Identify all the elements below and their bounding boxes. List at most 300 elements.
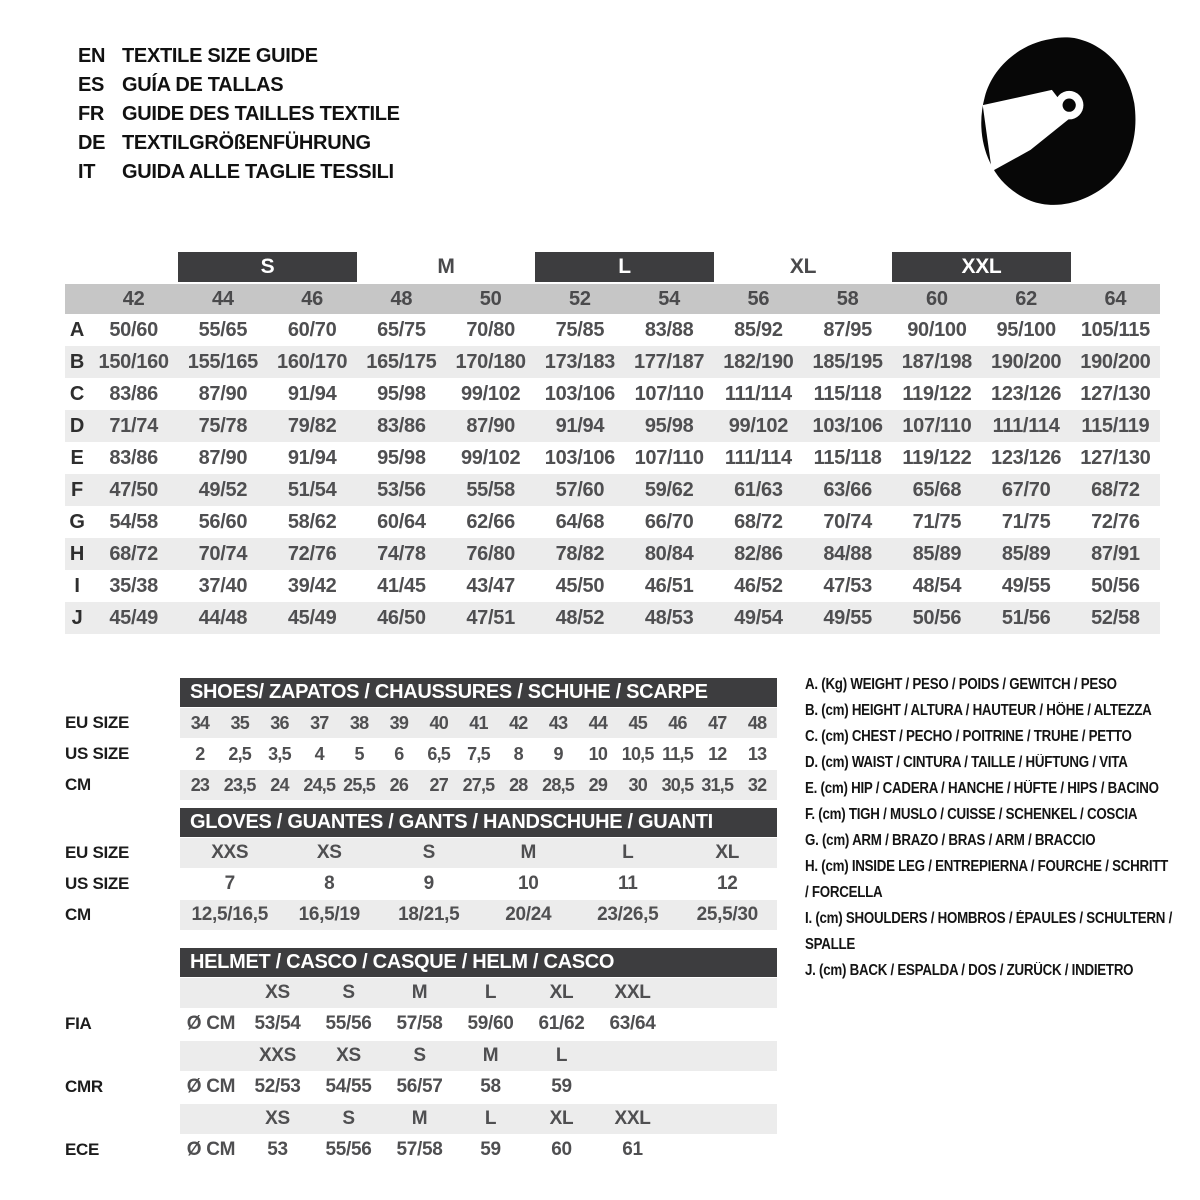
helmet-size-cell: XL <box>549 1108 574 1129</box>
shoe-size-cell: 9 <box>553 743 563 764</box>
glove-size-cell: 12,5/16,5 <box>191 904 269 925</box>
table-row <box>65 506 1160 538</box>
helmet-size-cell: L <box>484 982 497 1003</box>
language-row <box>78 42 400 71</box>
size-cell: 115/118 <box>813 446 882 469</box>
size-cell: 103/106 <box>812 414 883 437</box>
row-letter: I <box>74 574 80 597</box>
size-cell: 56/60 <box>198 510 248 533</box>
size-cell: 150/160 <box>98 350 169 373</box>
shoe-size-cell: 23,5 <box>223 774 256 795</box>
shoe-size-cell: 37 <box>310 712 329 733</box>
legend-entry: A. (Kg) WEIGHT / PESO / POIDS / GEWITCH / PESO <box>805 676 1117 693</box>
glove-size-cell: L <box>622 842 634 863</box>
size-cell: 63/66 <box>823 478 872 501</box>
size-cell: 115/118 <box>813 382 882 405</box>
size-cell: 47/51 <box>466 606 515 629</box>
helmet-section-header: HELMET / CASCO / CASQUE / HELM / CASCO <box>180 948 777 977</box>
size-cell: 87/91 <box>1091 542 1140 565</box>
size-cell: 48/54 <box>912 574 962 597</box>
shoe-size-cell: 44 <box>588 712 608 733</box>
unit-spacer <box>180 1041 242 1071</box>
gloves-cm-values <box>180 900 777 930</box>
size-cell: 95/98 <box>377 446 426 469</box>
language-code: ES <box>78 74 105 96</box>
size-cell: 50/56 <box>1091 574 1140 597</box>
size-cell: 50/60 <box>109 318 158 341</box>
shoe-size-cell: 6,5 <box>427 743 450 764</box>
helmet-value-cell: 52/53 <box>254 1076 301 1097</box>
size-cell: 51/56 <box>1001 606 1051 629</box>
helmet-value-cell: 55/56 <box>325 1013 372 1034</box>
table-row <box>65 474 1160 506</box>
helmet-values-row <box>65 1009 777 1039</box>
size-cell: 50/56 <box>912 606 962 629</box>
size-cell: 71/75 <box>1001 510 1051 533</box>
helmet-value-cell: 61 <box>622 1139 643 1160</box>
size-cell: 67/70 <box>1001 478 1051 501</box>
empty-label <box>65 1041 180 1071</box>
size-number: 62 <box>1015 287 1037 310</box>
legend-entry: I. (cm) SHOULDERS / HOMBROS / ÉPAULES / SCHULTERN / SPALLE <box>805 910 1173 953</box>
gloves-section <box>65 808 777 930</box>
size-cell: 66/70 <box>644 510 694 533</box>
helmet-size-cell: XS <box>336 1045 361 1066</box>
size-band-xl: XL <box>789 255 817 278</box>
shoes-cm-row <box>65 770 777 800</box>
size-cell: 173/183 <box>544 350 615 373</box>
language-title: GUIDA ALLE TAGLIE TESSILI <box>122 161 394 183</box>
size-cell: 83/86 <box>109 382 158 405</box>
shoes-eu-values <box>180 708 777 738</box>
shoe-size-cell: 36 <box>270 712 289 733</box>
size-cell: 85/92 <box>734 318 783 341</box>
helmet-size-cell: XS <box>265 982 290 1003</box>
diameter-unit: Ø CM <box>186 1139 236 1160</box>
language-code: DE <box>78 132 106 154</box>
helmet-size-cell: S <box>342 982 355 1003</box>
helmet-size-labels <box>180 1104 777 1134</box>
size-band-s: S <box>178 252 357 282</box>
helmet-value-cell: 63/64 <box>609 1013 656 1034</box>
shoe-size-cell: 45 <box>628 712 647 733</box>
shoe-size-cell: 25,5 <box>343 774 375 795</box>
helmet-value-cell: 53/54 <box>254 1013 301 1034</box>
size-cell: 46/50 <box>377 606 426 629</box>
measurement-legend <box>805 672 1177 984</box>
legend-entry: E. (cm) HIP / CADERA / HANCHE / HÜFTE / HIPS / BACINO <box>805 780 1159 797</box>
row-label-eu-size: EU SIZE <box>65 713 130 732</box>
language-row <box>78 129 400 158</box>
size-cell: 87/90 <box>198 446 248 469</box>
legend-entry: D. (cm) WAIST / CINTURA / TAILLE / HÜFTUNG / VITA <box>805 754 1128 771</box>
gloves-eu-values <box>180 838 777 868</box>
unit-spacer <box>180 1104 242 1134</box>
size-cell: 59/62 <box>644 478 694 501</box>
helmet-values <box>180 1072 777 1102</box>
helmet-size-labels <box>180 978 777 1008</box>
size-number: 46 <box>301 287 323 310</box>
glove-size-cell: 25,5/30 <box>696 904 758 925</box>
size-cell: 111/114 <box>724 446 792 469</box>
size-cell: 68/72 <box>109 542 158 565</box>
diameter-unit: Ø CM <box>186 1013 236 1034</box>
row-letter: E <box>70 446 84 469</box>
size-cell: 72/76 <box>1091 510 1140 533</box>
shoe-size-cell: 29 <box>588 774 608 795</box>
helmet-size-cell: S <box>413 1045 426 1066</box>
size-cell: 95/98 <box>644 414 694 437</box>
helmet-value-cell: 61/62 <box>538 1013 585 1034</box>
table-row <box>65 378 1160 410</box>
size-cell: 83/88 <box>644 318 694 341</box>
size-cell: 58/62 <box>287 510 337 533</box>
helmet-size-cell: XXS <box>258 1045 297 1066</box>
size-cell: 119/122 <box>902 446 972 469</box>
glove-size-cell: 12 <box>716 873 738 894</box>
size-cell: 70/80 <box>466 318 515 341</box>
measurement-rows <box>65 314 1160 634</box>
gloves-eu-row <box>65 838 777 868</box>
table-row <box>65 410 1160 442</box>
shoe-size-cell: 39 <box>389 712 409 733</box>
size-cell: 75/85 <box>555 318 605 341</box>
unit-spacer <box>180 978 242 1008</box>
size-number: 58 <box>836 287 859 310</box>
helmet-size-cell: XXL <box>614 982 651 1003</box>
helmet-sizes-row <box>65 978 777 1008</box>
shoe-size-cell: 28,5 <box>542 774 574 795</box>
size-band-l: L <box>535 252 714 282</box>
language-title: TEXTILE SIZE GUIDE <box>122 45 318 67</box>
shoe-size-cell: 23 <box>190 774 210 795</box>
standard-name: ECE <box>65 1140 100 1159</box>
size-cell: 64/68 <box>555 510 605 533</box>
size-cell: 41/45 <box>377 574 426 597</box>
size-cell: 37/40 <box>198 574 248 597</box>
glove-size-cell: XL <box>715 842 740 863</box>
helmet-standard-group <box>65 978 777 1039</box>
row-letter: C <box>69 382 85 405</box>
size-cell: 80/84 <box>644 542 694 565</box>
size-cell: 47/50 <box>109 478 158 501</box>
size-cell: 119/122 <box>902 382 972 405</box>
size-cell: 190/200 <box>1080 350 1151 373</box>
helmet-standard-group <box>65 1041 777 1102</box>
size-cell: 55/65 <box>198 318 248 341</box>
size-cell: 99/102 <box>460 382 521 405</box>
shoes-section <box>65 678 777 800</box>
shoe-size-cell: 35 <box>230 712 249 733</box>
size-cell: 60/64 <box>377 510 426 533</box>
gloves-us-values <box>180 869 777 899</box>
glove-size-cell: M <box>520 842 537 863</box>
size-cell: 72/76 <box>287 542 337 565</box>
size-cell: 70/74 <box>198 542 248 565</box>
size-cell: 107/110 <box>634 446 704 469</box>
table-row <box>65 442 1160 474</box>
language-title: TEXTILGRÖßENFÜHRUNG <box>122 132 371 154</box>
shoe-size-cell: 41 <box>469 712 488 733</box>
shoe-size-cell: 30,5 <box>661 774 694 795</box>
size-cell: 111/114 <box>992 414 1060 437</box>
header-spacer <box>65 284 89 314</box>
size-cell: 57/60 <box>555 478 605 501</box>
language-list <box>78 42 400 187</box>
helmet-values <box>180 1009 777 1039</box>
glove-size-cell: XXS <box>211 842 249 863</box>
helmet-value-cell: 57/58 <box>396 1013 443 1034</box>
size-cell: 87/90 <box>198 382 248 405</box>
size-cell: 71/74 <box>109 414 158 437</box>
helmet-value-cell: 59 <box>551 1076 572 1097</box>
size-cell: 190/200 <box>991 350 1062 373</box>
size-number: 56 <box>747 287 770 310</box>
size-cell: 45/50 <box>555 574 605 597</box>
size-cell: 95/98 <box>377 382 426 405</box>
size-cell: 49/55 <box>823 606 872 629</box>
empty-label <box>65 1104 180 1134</box>
empty-label <box>65 978 180 1008</box>
language-code: FR <box>78 103 105 125</box>
helmet-value-cell: 54/55 <box>325 1076 372 1097</box>
row-letter: F <box>71 478 83 501</box>
helmet-size-cell: XS <box>265 1108 290 1129</box>
glove-size-cell: 11 <box>618 873 638 894</box>
legend-entry: J. (cm) BACK / ESPALDA / DOS / ZURÜCK / INDIETRO <box>805 962 1134 979</box>
size-cell: 68/72 <box>1091 478 1140 501</box>
helmet-values-row <box>65 1072 777 1102</box>
size-number: 52 <box>569 287 591 310</box>
shoe-size-cell: 13 <box>747 743 767 764</box>
helmet-size-cell: L <box>484 1108 497 1129</box>
glove-size-cell: 7 <box>224 873 235 894</box>
row-letter: J <box>71 606 83 629</box>
helmet-size-cell: XL <box>549 982 574 1003</box>
size-cell: 99/102 <box>728 414 789 437</box>
size-cell: 79/82 <box>287 414 337 437</box>
helmet-size-cell: M <box>411 982 428 1003</box>
size-number: 44 <box>212 287 234 310</box>
size-cell: 46/51 <box>644 574 694 597</box>
shoe-size-cell: 43 <box>548 712 568 733</box>
size-cell: 35/38 <box>109 574 158 597</box>
size-cell: 91/94 <box>287 382 337 405</box>
helmet-value-cell: 53 <box>267 1139 288 1160</box>
glove-size-cell: 20/24 <box>505 904 552 925</box>
size-cell: 123/126 <box>991 446 1062 469</box>
size-cell: 115/119 <box>1081 414 1150 437</box>
language-row <box>78 100 400 129</box>
shoe-size-cell: 6 <box>394 743 404 764</box>
size-cell: 155/165 <box>187 350 258 373</box>
helmet-values-row <box>65 1135 777 1165</box>
size-cell: 170/180 <box>455 350 526 373</box>
size-cell: 82/86 <box>734 542 783 565</box>
helmet-value-cell: 59 <box>480 1139 501 1160</box>
helmet-value-cell: 55/56 <box>325 1139 372 1160</box>
size-cell: 68/72 <box>734 510 783 533</box>
size-cell: 49/55 <box>1001 574 1051 597</box>
size-cell: 65/68 <box>912 478 962 501</box>
helmet-section <box>65 948 777 1167</box>
glove-size-cell: 9 <box>423 873 434 894</box>
size-cell: 85/89 <box>912 542 962 565</box>
shoe-size-cell: 11,5 <box>662 743 693 764</box>
shoe-size-cell: 40 <box>429 712 448 733</box>
size-cell: 74/78 <box>377 542 426 565</box>
size-cell: 185/195 <box>812 350 883 373</box>
language-row <box>78 158 400 187</box>
helmet-size-cell: M <box>482 1045 499 1066</box>
size-cell: 76/80 <box>466 542 515 565</box>
size-cell: 103/106 <box>544 446 615 469</box>
helmet-value-cell: 60 <box>551 1139 572 1160</box>
row-letter: D <box>69 414 85 437</box>
language-title: GUIDE DES TAILLES TEXTILE <box>122 103 400 125</box>
helmet-value-cell <box>597 1072 668 1102</box>
shoes-eu-row <box>65 708 777 738</box>
size-cell: 87/90 <box>466 414 515 437</box>
glove-size-cell: 23/26,5 <box>597 904 659 925</box>
standard-name: CMR <box>65 1077 103 1096</box>
gloves-cm-row <box>65 900 777 930</box>
helmet-sizes-row <box>65 1041 777 1071</box>
shoes-us-values <box>180 739 777 769</box>
shoes-us-row <box>65 739 777 769</box>
helmet-size-labels <box>180 1041 777 1071</box>
size-number: 50 <box>479 287 502 310</box>
size-band-m: M <box>437 255 455 278</box>
glove-size-cell: 18/21,5 <box>398 904 460 925</box>
size-cell: 105/115 <box>1080 318 1150 341</box>
shoe-size-cell: 34 <box>190 712 210 733</box>
size-cell: 99/102 <box>460 446 521 469</box>
size-cell: 177/187 <box>634 350 705 373</box>
shoe-size-cell: 30 <box>628 774 647 795</box>
size-number: 54 <box>658 287 680 310</box>
shoe-size-cell: 24 <box>270 774 289 795</box>
size-cell: 91/94 <box>555 414 605 437</box>
shoe-size-cell: 46 <box>668 712 687 733</box>
size-cell: 85/89 <box>1001 542 1051 565</box>
legend-entry: H. (cm) INSIDE LEG / ENTREPIERNA / FOURCHE / SCHRITT / FORCELLA <box>805 858 1169 901</box>
size-cell: 165/175 <box>366 350 437 373</box>
size-cell: 52/58 <box>1091 606 1140 629</box>
size-cell: 49/54 <box>734 606 783 629</box>
size-cell: 111/114 <box>724 382 792 405</box>
row-letter: H <box>69 542 85 565</box>
size-cell: 182/190 <box>723 350 794 373</box>
size-cell: 107/110 <box>634 382 704 405</box>
helmet-standards <box>65 978 777 1165</box>
size-number: 64 <box>1104 287 1127 310</box>
helmet-sizes-row <box>65 1104 777 1134</box>
size-cell: 70/74 <box>823 510 872 533</box>
standard-name: FIA <box>65 1014 92 1033</box>
shoe-size-cell: 5 <box>354 743 364 764</box>
helmet-size-cell: L <box>555 1045 568 1066</box>
textile-size-table <box>65 252 1160 634</box>
size-cell: 54/58 <box>109 510 158 533</box>
table-row <box>65 602 1160 634</box>
size-cell: 83/86 <box>377 414 426 437</box>
glove-size-cell: 16,5/19 <box>298 904 360 925</box>
size-cell: 84/88 <box>823 542 872 565</box>
gloves-us-row <box>65 869 777 899</box>
language-code: EN <box>78 45 106 67</box>
shoes-cm-values <box>180 770 777 800</box>
shoe-size-cell: 2,5 <box>228 743 251 764</box>
shoe-size-cell: 28 <box>509 774 528 795</box>
shoe-size-cell: 31,5 <box>701 774 734 795</box>
shoe-size-cell: 26 <box>389 774 409 795</box>
shoe-size-cell: 27,5 <box>462 774 495 795</box>
size-band-row <box>65 252 1160 282</box>
size-cell: 48/53 <box>644 606 694 629</box>
legend-entry: B. (cm) HEIGHT / ALTURA / HAUTEUR / HÖHE / ALTEZZA <box>805 702 1152 719</box>
language-title: GUÍA DE TALLAS <box>122 74 284 96</box>
table-row <box>65 314 1160 346</box>
shoe-size-cell: 32 <box>747 774 767 795</box>
size-cell: 45/49 <box>109 606 158 629</box>
size-cell: 39/42 <box>287 574 337 597</box>
shoe-size-cell: 2 <box>195 743 205 764</box>
glove-size-cell: S <box>422 842 435 863</box>
size-cell: 60/70 <box>287 318 337 341</box>
row-label-us-size: US SIZE <box>65 874 130 893</box>
helmet-value-cell: 58 <box>480 1076 501 1097</box>
size-cell: 45/49 <box>287 606 337 629</box>
table-row <box>65 570 1160 602</box>
diameter-unit: Ø CM <box>186 1076 236 1097</box>
helmet-value-cell: 57/58 <box>396 1139 443 1160</box>
size-cell: 49/52 <box>198 478 248 501</box>
table-row <box>65 346 1160 378</box>
size-cell: 127/130 <box>1080 446 1151 469</box>
size-cell: 187/198 <box>901 350 972 373</box>
glove-size-cell: 8 <box>324 873 335 894</box>
helmet-standard-group <box>65 1104 777 1165</box>
legend-entry: G. (cm) ARM / BRAZO / BRAS / ARM / BRACCIO <box>805 832 1096 849</box>
shoe-size-cell: 24,5 <box>303 774 336 795</box>
size-number: 48 <box>390 287 413 310</box>
size-cell: 83/86 <box>109 446 158 469</box>
size-cell: 61/63 <box>734 478 783 501</box>
size-cell: 78/82 <box>555 542 605 565</box>
row-label-cm: CM <box>65 905 91 924</box>
size-cell: 160/170 <box>277 350 348 373</box>
size-cell: 107/110 <box>902 414 972 437</box>
helmet-size-cell <box>597 1041 668 1071</box>
shoe-size-cell: 38 <box>349 712 369 733</box>
size-cell: 44/48 <box>198 606 248 629</box>
shoe-size-cell: 10 <box>588 743 608 764</box>
shoe-size-cell: 48 <box>747 712 767 733</box>
row-letter: A <box>69 318 85 341</box>
glove-size-cell: 10 <box>517 873 539 894</box>
size-cell: 51/54 <box>287 478 337 501</box>
size-cell: 91/94 <box>287 446 337 469</box>
legend-entry: F. (cm) TIGH / MUSLO / CUISSE / SCHENKEL / COSCIA <box>805 806 1138 823</box>
language-code: IT <box>78 161 96 183</box>
size-cell: 48/52 <box>555 606 605 629</box>
visor-pivot-inner <box>1063 99 1076 112</box>
shoe-size-cell: 12 <box>708 743 727 764</box>
size-number: 42 <box>122 287 145 310</box>
row-letter: B <box>69 350 85 373</box>
shoe-size-cell: 8 <box>513 743 523 764</box>
